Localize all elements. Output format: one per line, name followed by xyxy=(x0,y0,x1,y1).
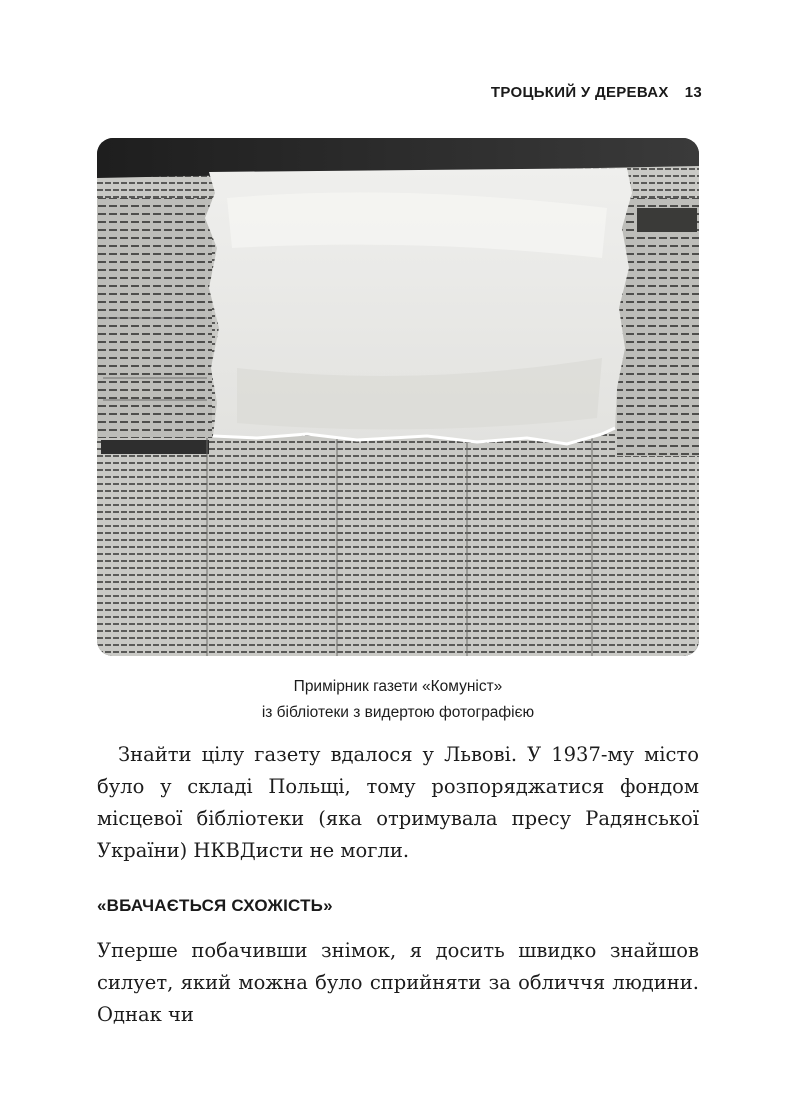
newspaper-photo xyxy=(97,138,699,656)
running-header-title: ТРОЦЬКИЙ У ДЕРЕВАХ xyxy=(490,84,669,101)
body-paragraph-1: Знайти цілу газету вдалося у Львові. У 1937-му місто було у складі Польщі, тому розпоряджатися фондом місцевої бібліотеки (яка отримувала пресу Радянської України) НКВДисти не могли. xyxy=(97,743,699,862)
section-heading: «ВБАЧАЄТЬСЯ СХОЖІСТЬ» xyxy=(97,896,333,915)
page-number: 13 xyxy=(684,84,702,101)
running-header xyxy=(491,84,702,101)
figure-caption-line1: Примірник газети «Комуніст» xyxy=(293,678,503,695)
figure-caption-line2: із бібліотеки з видертою фотографією xyxy=(261,704,535,721)
body-paragraph-2: Уперше побачивши знімок, я досить швидко знайшов силует, який можна було сприйняти за обличчя людини. Однак чи xyxy=(97,939,699,1026)
